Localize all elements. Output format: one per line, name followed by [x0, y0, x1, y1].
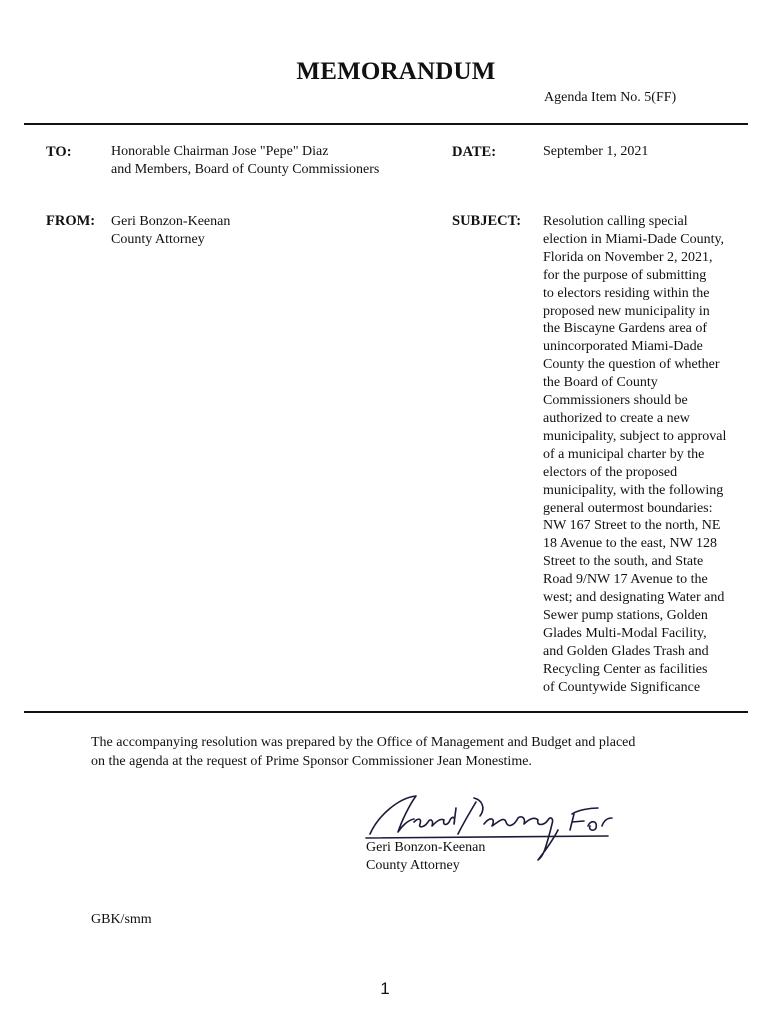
- page-number: 1: [380, 979, 390, 998]
- subject-line: and Golden Glades Trash and: [543, 643, 709, 659]
- subject-line: municipality, with the following: [543, 482, 724, 498]
- memo-title: MEMORANDUM: [296, 58, 496, 85]
- subject-text: [543, 213, 726, 696]
- subject-line: the Biscayne Gardens area of: [543, 321, 708, 337]
- body-divider: [24, 711, 748, 713]
- to-recipients: [111, 143, 379, 179]
- subject-line: Recycling Center as facilities: [543, 661, 708, 677]
- signatory-block: [366, 839, 485, 875]
- subject-line: NW 167 Street to the north, NE: [543, 518, 721, 534]
- subject-line: unincorporated Miami-Dade: [543, 339, 703, 355]
- header-divider: [24, 123, 748, 125]
- subject-line: Florida on November 2, 2021,: [543, 249, 713, 265]
- from-line: County Attorney: [111, 231, 205, 247]
- to-line: and Members, Board of County Commissioners: [111, 161, 380, 177]
- subject-line: general outermost boundaries:: [543, 500, 713, 516]
- subject-line: west; and designating Water and: [543, 590, 725, 606]
- subject-line: Commissioners should be: [543, 393, 688, 409]
- to-line: Honorable Chairman Jose "Pepe" Diaz: [111, 144, 329, 159]
- subject-line: 18 Avenue to the east, NW 128: [543, 536, 718, 552]
- subject-line: Resolution calling special: [543, 214, 688, 229]
- reference-initials: GBK/smm: [91, 912, 152, 927]
- from-sender: [111, 213, 230, 249]
- subject-line: Glades Multi-Modal Facility,: [543, 625, 707, 641]
- subject-line: election in Miami-Dade County,: [543, 231, 725, 247]
- from-line: Geri Bonzon-Keenan: [111, 214, 231, 229]
- subject-line: electors of the proposed: [543, 464, 678, 480]
- signatory-name: Geri Bonzon-Keenan: [366, 840, 486, 855]
- subject-line: municipality, subject to approval: [543, 428, 727, 444]
- subject-line: Road 9/NW 17 Avenue to the: [543, 572, 708, 588]
- from-label: FROM:: [46, 213, 96, 229]
- subject-line: authorized to create a new: [543, 410, 690, 426]
- agenda-item-number: Agenda Item No. 5(FF): [544, 90, 677, 105]
- memo-body: [91, 733, 635, 771]
- subject-line: County the question of whether: [543, 357, 720, 373]
- subject-line: Street to the south, and State: [543, 554, 704, 570]
- subject-label: SUBJECT:: [452, 213, 522, 229]
- subject-line: to electors residing within the: [543, 285, 710, 301]
- signatory-title: County Attorney: [366, 858, 460, 873]
- body-line: The accompanying resolution was prepared by the Office of Management and Budget and placed: [91, 735, 636, 750]
- subject-line: of a municipal charter by the: [543, 446, 705, 462]
- to-label: TO:: [46, 144, 72, 160]
- subject-line: for the purpose of submitting: [543, 267, 707, 283]
- date-value: September 1, 2021: [543, 144, 649, 159]
- subject-line: Sewer pump stations, Golden: [543, 607, 708, 623]
- subject-line: proposed new municipality in: [543, 303, 710, 319]
- subject-line: the Board of County: [543, 375, 658, 391]
- body-line: on the agenda at the request of Prime Sponsor Commissioner Jean Monestime.: [91, 754, 532, 769]
- subject-line: of Countywide Significance: [543, 679, 701, 695]
- date-label: DATE:: [452, 144, 497, 160]
